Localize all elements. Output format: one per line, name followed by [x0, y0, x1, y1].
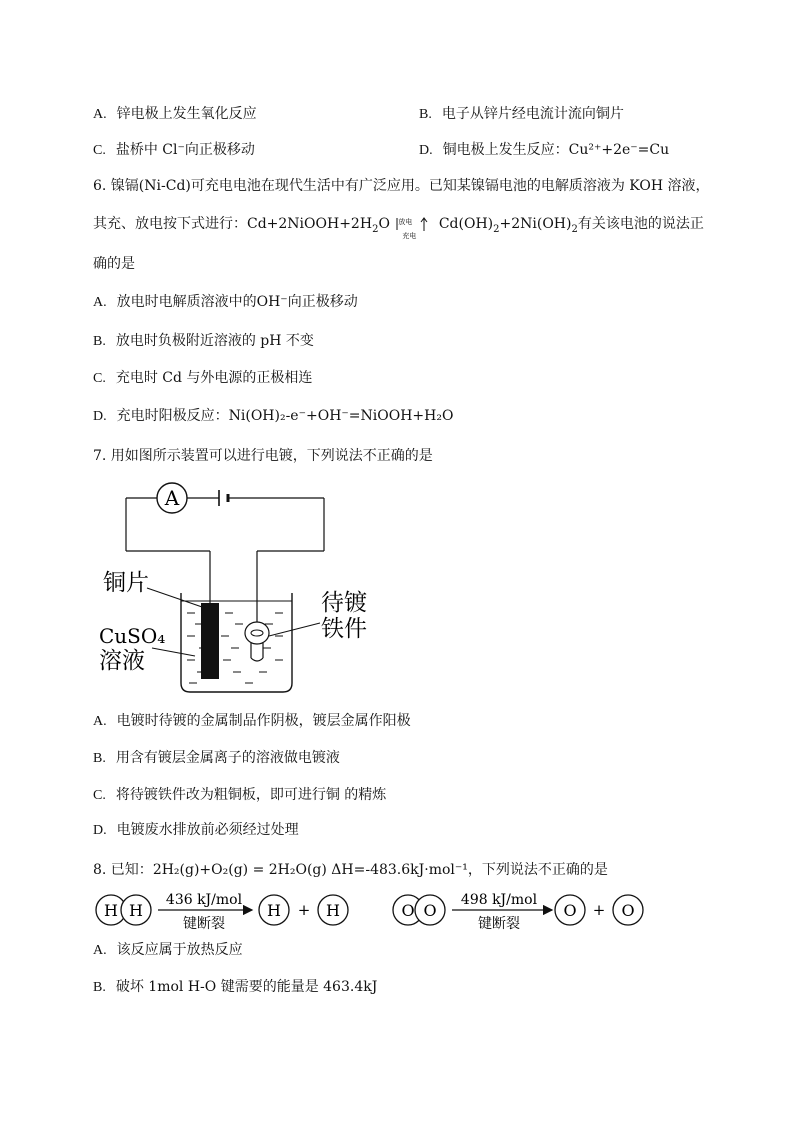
iron-item-label-1: 待镀 — [321, 590, 367, 616]
q7-option-b: B. 用含有镀层金属离子的溶液做电镀液 — [93, 750, 340, 766]
q5-option-c: C. 盐桥中 Cl⁻向正极移动 — [93, 142, 255, 158]
bond-breaking-diagram — [94, 886, 654, 934]
ammeter-label: A — [164, 486, 180, 510]
q8-equation: 2H₂(g)+O₂(g) = 2H₂O(g) ΔH=-483.6kJ·mol⁻¹ — [152, 862, 468, 878]
iron-item-icon — [245, 622, 269, 644]
arrow-discharge-label: 放电 — [398, 218, 413, 226]
plus-sign-2: + — [592, 901, 606, 919]
q5-option-b: B. 电子从锌片经电流计流向铜片 — [419, 106, 624, 122]
iron-item-label-2: 铁件 — [321, 616, 367, 642]
o-bond-energy: 498 kJ/mol — [460, 892, 538, 908]
q5-options-row-1 — [93, 104, 713, 124]
q5-option-d: D. 铜电极上发生反应：Cu²⁺+2e⁻=Cu — [419, 142, 670, 158]
q8-option-a: A. 该反应属于放热反应 — [93, 942, 243, 958]
h2-atom-1: H — [104, 901, 118, 920]
q6-eq-right: $Cd(OH)_2+2Ni(OH)_2$ — [438, 216, 578, 235]
solution-label-name: 溶液 — [99, 648, 145, 674]
o-atom-product-2: O — [621, 901, 635, 920]
h-break-label: 键断裂 — [183, 916, 225, 932]
electroplating-apparatus-diagram — [95, 478, 367, 698]
plus-sign: + — [297, 901, 311, 919]
arrow-charge-label: 充电 — [402, 232, 417, 240]
o2-atom-1: O — [401, 901, 415, 920]
q6-stem-line-2: 其充、放电按下式进行：$Cd+2NiOOH+2H_2O$ 放电 充电 $Cd(OH)_2+2Ni(OH)_2$有关该电池的说法正 — [93, 214, 704, 234]
copper-plate — [201, 603, 219, 679]
o-atom-product-1: O — [563, 901, 577, 920]
q6-option-d: D. 充电时阳极反应：Ni(OH)₂-e⁻+OH⁻=NiOOH+H₂O — [93, 408, 454, 424]
solution-label-formula: CuSO₄ — [99, 624, 166, 648]
copper-plate-label: 铜片 — [103, 570, 149, 596]
q8-option-b: B. 破坏 1mol H-O 键需要的能量是 463.4kJ — [93, 979, 378, 995]
q7-option-c: C. 将待镀铁件改为粗铜板，即可进行铜 的精炼 — [93, 787, 387, 803]
q6-stem-line-3: 确的是 — [93, 256, 135, 272]
q7-option-a: A. 电镀时待镀的金属制品作阴极，镀层金属作阳极 — [93, 713, 411, 729]
q6-eq-left: $Cd+2NiOOH+2H_2O$ — [247, 216, 390, 235]
reversible-arrow-icon — [394, 214, 434, 240]
h-bond-energy: 436 kJ/mol — [165, 892, 243, 908]
q7-option-d: D. 电镀废水排放前必须经过处理 — [93, 822, 299, 838]
h2-atom-2: H — [129, 901, 143, 920]
q7-stem: 7. 用如图所示装置可以进行电镀，下列说法不正确的是 — [93, 448, 433, 464]
q5-options-row-2 — [93, 140, 713, 160]
h-atom-product-1: H — [267, 901, 281, 920]
h-atom-product-2: H — [326, 901, 340, 920]
q6-stem-line-1: 6. 镍镉(Ni-Cd)可充电电池在现代生活中有广泛应用。已知某镍镉电池的电解质溶液为 KOH 溶液， — [93, 178, 710, 194]
beaker — [181, 593, 292, 692]
q5-option-a: A. 锌电极上发生氧化反应 — [93, 106, 257, 122]
q8-stem: 8. 已知：2H₂(g)+O₂(g) = 2H₂O(g) ΔH=-483.6kJ·mol⁻¹，下列说法不正确的是 — [93, 862, 608, 878]
o2-atom-2: O — [423, 901, 437, 920]
q6-option-b: B. 放电时负极附近溶液的 pH 不变 — [93, 333, 314, 349]
q6-option-c: C. 充电时 Cd 与外电源的正极相连 — [93, 370, 313, 386]
o-break-label: 键断裂 — [478, 916, 520, 932]
q6-option-a: A. 放电时电解质溶液中的OH⁻向正极移动 — [93, 294, 358, 310]
